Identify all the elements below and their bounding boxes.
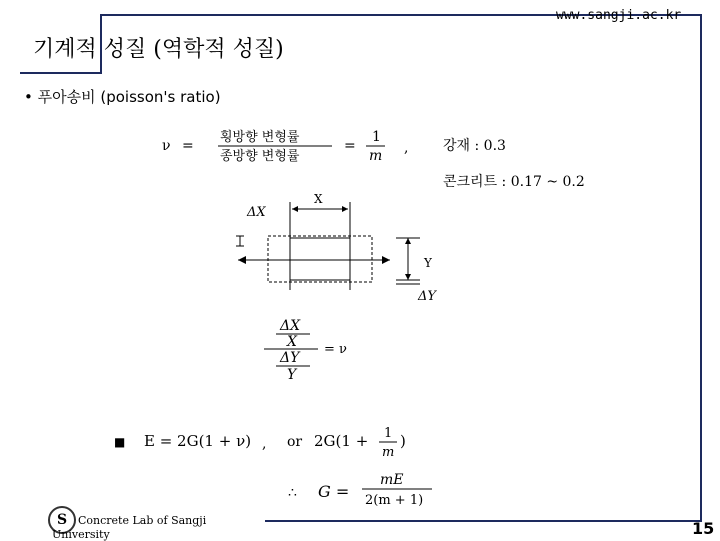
shear-close: ) [400, 432, 406, 450]
formula1-numerator: 횡방향 변형률 [220, 130, 300, 145]
x-label: X [314, 192, 323, 206]
x-arrow-left-head [292, 206, 298, 212]
footer-university: University [52, 528, 110, 541]
g-formula-lhs: G = [318, 482, 350, 501]
bullet-marker: • [24, 88, 33, 106]
shear-one: 1 [384, 426, 393, 441]
g-formula-denominator: 2(m + 1) [365, 493, 424, 508]
x-arrow-right-head [342, 206, 348, 212]
university-logo: S [48, 506, 76, 534]
y-arrow-bottom-head [405, 274, 411, 280]
therefore-symbol: ∴ [288, 485, 297, 501]
formula1-one: 1 [372, 129, 381, 145]
shear-m: m [382, 445, 395, 460]
material-steel: 강재 : 0.3 [443, 138, 506, 154]
title-underline [20, 72, 102, 74]
tension-arrow-right [382, 256, 390, 264]
bullet-heading [24, 86, 221, 107]
ratio-num-bottom: X [287, 334, 297, 350]
shear-bullet: ■ [114, 435, 126, 449]
frame-bottom-border [265, 520, 702, 522]
tension-arrow-left [238, 256, 246, 264]
ratio-equals-nu: = ν [324, 342, 347, 357]
page-title: 기계적 성질 (역학적 성질) [33, 37, 284, 62]
ratio-num-top: ΔX [280, 318, 301, 334]
delta-y-label: ΔY [418, 289, 436, 304]
shear-rhs-prefix: 2G(1 + [314, 432, 369, 450]
delta-x-label: ΔX [247, 205, 266, 220]
y-arrow-top-head [405, 238, 411, 244]
equals-sign-1: = [182, 138, 194, 154]
g-formula-numerator: mE [380, 472, 404, 488]
equals-sign-2: = [344, 138, 356, 154]
formula1-denominator: 종방향 변형률 [220, 149, 300, 164]
shear-or: or [287, 434, 303, 450]
footer-lab-name: Concrete Lab of Sangji [78, 514, 207, 527]
shear-comma: , [262, 436, 267, 452]
formula1-m: m [369, 148, 383, 164]
page-number: 15 [692, 519, 715, 538]
original-rect [290, 238, 350, 280]
y-label: Y [424, 256, 432, 270]
bullet-text: 푸아송비 (poisson's ratio) [37, 88, 221, 106]
nu-symbol: ν [162, 138, 171, 154]
formula1-comma: , [404, 140, 409, 156]
ratio-den-top: ΔY [280, 350, 300, 366]
deformed-rect [268, 236, 372, 282]
frame-right-border [700, 14, 702, 522]
ratio-den-bottom: Y [287, 367, 297, 383]
site-url: www.sangji.ac.kr [556, 8, 682, 23]
material-concrete: 콘크리트 : 0.17 ~ 0.2 [443, 174, 585, 190]
shear-lhs: E = 2G(1 + ν) [144, 432, 252, 450]
